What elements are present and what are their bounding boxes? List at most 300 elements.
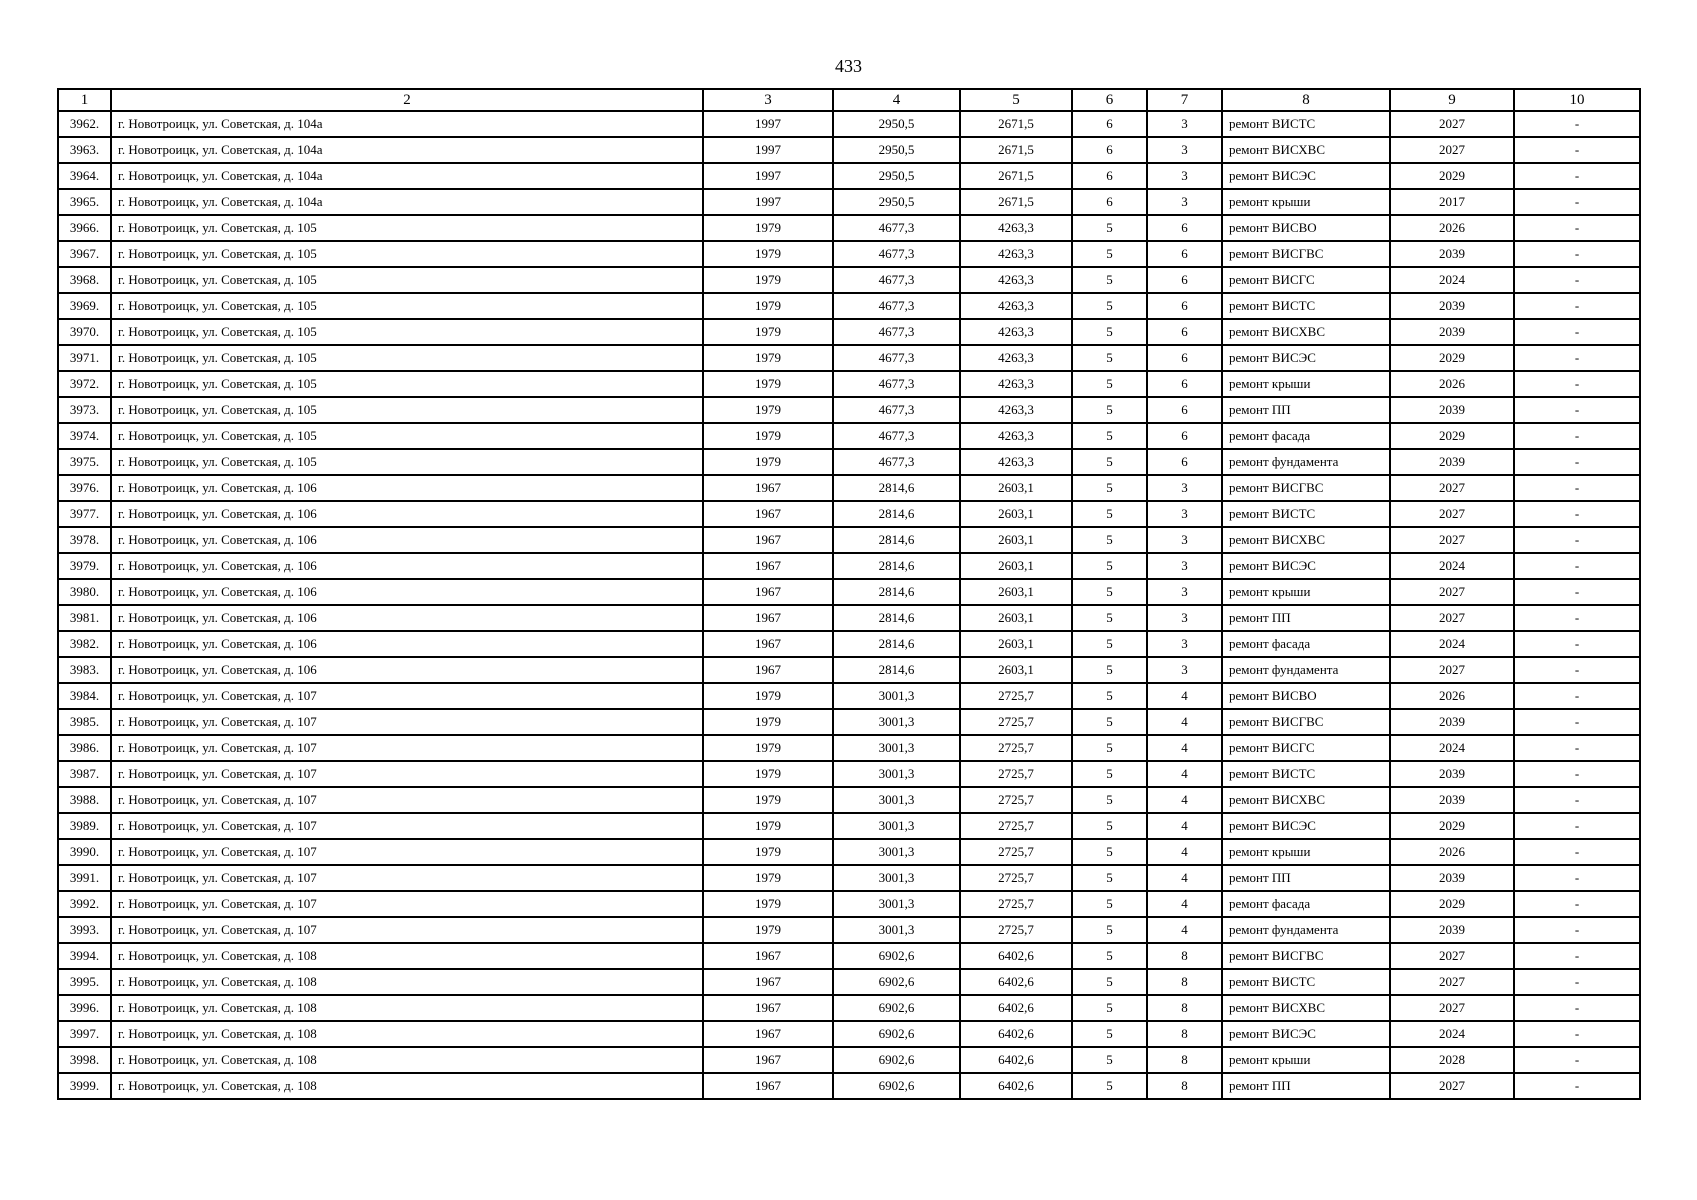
floors-cell: 5 — [1072, 735, 1147, 761]
total-area-cell: 3001,3 — [833, 865, 960, 891]
planned-year-cell: 2017 — [1390, 189, 1514, 215]
total-area-cell: 4677,3 — [833, 241, 960, 267]
column-10-value-cell: - — [1514, 1021, 1640, 1047]
address-cell: г. Новотроицк, ул. Советская, д. 104а — [111, 137, 703, 163]
year-built-cell: 1997 — [703, 137, 833, 163]
entrances-cell: 3 — [1147, 501, 1222, 527]
year-built-cell: 1979 — [703, 787, 833, 813]
work-type-cell: ремонт ВИСГВС — [1222, 475, 1390, 501]
floors-cell: 5 — [1072, 371, 1147, 397]
row-number-cell: 3987. — [58, 761, 111, 787]
living-area-cell: 6402,6 — [960, 969, 1072, 995]
living-area-cell: 6402,6 — [960, 995, 1072, 1021]
total-area-cell: 2950,5 — [833, 137, 960, 163]
column-10-value-cell: - — [1514, 1047, 1640, 1073]
address-cell: г. Новотроицк, ул. Советская, д. 105 — [111, 345, 703, 371]
work-type-cell: ремонт ВИСТС — [1222, 969, 1390, 995]
living-area-cell: 2603,1 — [960, 657, 1072, 683]
table-row — [58, 345, 1640, 371]
address-cell: г. Новотроицк, ул. Советская, д. 106 — [111, 631, 703, 657]
planned-year-cell: 2024 — [1390, 553, 1514, 579]
table-row — [58, 891, 1640, 917]
row-number-cell: 3962. — [58, 111, 111, 137]
table-row — [58, 293, 1640, 319]
living-area-cell: 2725,7 — [960, 917, 1072, 943]
work-type-cell: ремонт ВИСЭС — [1222, 813, 1390, 839]
column-10-value-cell: - — [1514, 475, 1640, 501]
entrances-cell: 4 — [1147, 709, 1222, 735]
work-type-cell: ремонт ВИСХВС — [1222, 527, 1390, 553]
work-type-cell: ремонт крыши — [1222, 1047, 1390, 1073]
total-area-cell: 4677,3 — [833, 345, 960, 371]
row-number-cell: 3999. — [58, 1073, 111, 1099]
planned-year-cell: 2024 — [1390, 267, 1514, 293]
year-built-cell: 1979 — [703, 319, 833, 345]
table-row — [58, 1047, 1640, 1073]
year-built-cell: 1967 — [703, 995, 833, 1021]
column-header-2: 2 — [111, 89, 703, 111]
living-area-cell: 4263,3 — [960, 293, 1072, 319]
row-number-cell: 3972. — [58, 371, 111, 397]
total-area-cell: 6902,6 — [833, 1047, 960, 1073]
table-row — [58, 241, 1640, 267]
floors-cell: 5 — [1072, 449, 1147, 475]
row-number-cell: 3982. — [58, 631, 111, 657]
living-area-cell: 2725,7 — [960, 813, 1072, 839]
address-cell: г. Новотроицк, ул. Советская, д. 106 — [111, 579, 703, 605]
work-type-cell: ремонт ВИСХВС — [1222, 319, 1390, 345]
total-area-cell: 4677,3 — [833, 319, 960, 345]
row-number-cell: 3973. — [58, 397, 111, 423]
year-built-cell: 1979 — [703, 917, 833, 943]
entrances-cell: 4 — [1147, 787, 1222, 813]
entrances-cell: 3 — [1147, 163, 1222, 189]
table-row — [58, 865, 1640, 891]
work-type-cell: ремонт ПП — [1222, 605, 1390, 631]
column-10-value-cell: - — [1514, 943, 1640, 969]
total-area-cell: 6902,6 — [833, 969, 960, 995]
row-number-cell: 3998. — [58, 1047, 111, 1073]
address-cell: г. Новотроицк, ул. Советская, д. 106 — [111, 605, 703, 631]
work-type-cell: ремонт ВИСГВС — [1222, 709, 1390, 735]
entrances-cell: 6 — [1147, 371, 1222, 397]
address-cell: г. Новотроицк, ул. Советская, д. 105 — [111, 267, 703, 293]
floors-cell: 5 — [1072, 1021, 1147, 1047]
row-number-cell: 3963. — [58, 137, 111, 163]
entrances-cell: 4 — [1147, 813, 1222, 839]
year-built-cell: 1967 — [703, 657, 833, 683]
total-area-cell: 3001,3 — [833, 709, 960, 735]
year-built-cell: 1979 — [703, 293, 833, 319]
year-built-cell: 1979 — [703, 397, 833, 423]
address-cell: г. Новотроицк, ул. Советская, д. 107 — [111, 735, 703, 761]
entrances-cell: 6 — [1147, 267, 1222, 293]
year-built-cell: 1979 — [703, 761, 833, 787]
year-built-cell: 1967 — [703, 969, 833, 995]
floors-cell: 5 — [1072, 709, 1147, 735]
row-number-cell: 3977. — [58, 501, 111, 527]
table-row — [58, 995, 1640, 1021]
living-area-cell: 2603,1 — [960, 631, 1072, 657]
address-cell: г. Новотроицк, ул. Советская, д. 106 — [111, 475, 703, 501]
row-number-cell: 3976. — [58, 475, 111, 501]
table-row — [58, 111, 1640, 137]
row-number-cell: 3990. — [58, 839, 111, 865]
work-type-cell: ремонт ВИСГС — [1222, 267, 1390, 293]
floors-cell: 5 — [1072, 215, 1147, 241]
address-cell: г. Новотроицк, ул. Советская, д. 107 — [111, 761, 703, 787]
year-built-cell: 1979 — [703, 449, 833, 475]
column-10-value-cell: - — [1514, 995, 1640, 1021]
work-type-cell: ремонт ПП — [1222, 1073, 1390, 1099]
total-area-cell: 2950,5 — [833, 163, 960, 189]
table-row — [58, 969, 1640, 995]
column-10-value-cell: - — [1514, 163, 1640, 189]
address-cell: г. Новотроицк, ул. Советская, д. 105 — [111, 215, 703, 241]
planned-year-cell: 2026 — [1390, 683, 1514, 709]
living-area-cell: 6402,6 — [960, 943, 1072, 969]
work-type-cell: ремонт ВИСТС — [1222, 293, 1390, 319]
row-number-cell: 3974. — [58, 423, 111, 449]
year-built-cell: 1967 — [703, 527, 833, 553]
column-header-5: 5 — [960, 89, 1072, 111]
work-type-cell: ремонт ВИСЭС — [1222, 553, 1390, 579]
total-area-cell: 2814,6 — [833, 527, 960, 553]
work-type-cell: ремонт ВИСГВС — [1222, 241, 1390, 267]
total-area-cell: 3001,3 — [833, 839, 960, 865]
living-area-cell: 2603,1 — [960, 579, 1072, 605]
address-cell: г. Новотроицк, ул. Советская, д. 107 — [111, 839, 703, 865]
work-type-cell: ремонт крыши — [1222, 839, 1390, 865]
year-built-cell: 1967 — [703, 501, 833, 527]
living-area-cell: 4263,3 — [960, 397, 1072, 423]
row-number-cell: 3995. — [58, 969, 111, 995]
floors-cell: 5 — [1072, 1047, 1147, 1073]
entrances-cell: 8 — [1147, 1021, 1222, 1047]
address-cell: г. Новотроицк, ул. Советская, д. 108 — [111, 1073, 703, 1099]
work-type-cell: ремонт ВИСВО — [1222, 683, 1390, 709]
work-type-cell: ремонт фундамента — [1222, 917, 1390, 943]
planned-year-cell: 2027 — [1390, 527, 1514, 553]
work-type-cell: ремонт ВИСГВС — [1222, 943, 1390, 969]
year-built-cell: 1979 — [703, 865, 833, 891]
column-10-value-cell: - — [1514, 267, 1640, 293]
planned-year-cell: 2027 — [1390, 657, 1514, 683]
planned-year-cell: 2024 — [1390, 735, 1514, 761]
entrances-cell: 4 — [1147, 917, 1222, 943]
planned-year-cell: 2039 — [1390, 709, 1514, 735]
column-10-value-cell: - — [1514, 709, 1640, 735]
row-number-cell: 3979. — [58, 553, 111, 579]
living-area-cell: 2725,7 — [960, 891, 1072, 917]
floors-cell: 5 — [1072, 1073, 1147, 1099]
living-area-cell: 2725,7 — [960, 709, 1072, 735]
living-area-cell: 2671,5 — [960, 189, 1072, 215]
work-type-cell: ремонт ПП — [1222, 397, 1390, 423]
planned-year-cell: 2026 — [1390, 839, 1514, 865]
year-built-cell: 1967 — [703, 1021, 833, 1047]
year-built-cell: 1967 — [703, 1073, 833, 1099]
living-area-cell: 2603,1 — [960, 501, 1072, 527]
entrances-cell: 6 — [1147, 215, 1222, 241]
address-cell: г. Новотроицк, ул. Советская, д. 105 — [111, 423, 703, 449]
table-row — [58, 475, 1640, 501]
address-cell: г. Новотроицк, ул. Советская, д. 107 — [111, 813, 703, 839]
address-cell: г. Новотроицк, ул. Советская, д. 107 — [111, 891, 703, 917]
living-area-cell: 2725,7 — [960, 761, 1072, 787]
work-type-cell: ремонт ВИСХВС — [1222, 137, 1390, 163]
total-area-cell: 2814,6 — [833, 553, 960, 579]
floors-cell: 5 — [1072, 553, 1147, 579]
planned-year-cell: 2039 — [1390, 397, 1514, 423]
living-area-cell: 6402,6 — [960, 1021, 1072, 1047]
living-area-cell: 4263,3 — [960, 319, 1072, 345]
work-type-cell: ремонт ВИСТС — [1222, 761, 1390, 787]
column-10-value-cell: - — [1514, 605, 1640, 631]
year-built-cell: 1979 — [703, 735, 833, 761]
planned-year-cell: 2029 — [1390, 163, 1514, 189]
work-type-cell: ремонт фасада — [1222, 423, 1390, 449]
total-area-cell: 4677,3 — [833, 215, 960, 241]
address-cell: г. Новотроицк, ул. Советская, д. 106 — [111, 657, 703, 683]
address-cell: г. Новотроицк, ул. Советская, д. 105 — [111, 397, 703, 423]
address-cell: г. Новотроицк, ул. Советская, д. 105 — [111, 293, 703, 319]
living-area-cell: 2603,1 — [960, 527, 1072, 553]
work-type-cell: ремонт крыши — [1222, 371, 1390, 397]
table-row — [58, 605, 1640, 631]
total-area-cell: 3001,3 — [833, 787, 960, 813]
total-area-cell: 6902,6 — [833, 943, 960, 969]
floors-cell: 5 — [1072, 241, 1147, 267]
column-10-value-cell: - — [1514, 137, 1640, 163]
entrances-cell: 6 — [1147, 293, 1222, 319]
living-area-cell: 4263,3 — [960, 215, 1072, 241]
year-built-cell: 1979 — [703, 215, 833, 241]
table-row — [58, 319, 1640, 345]
row-number-cell: 3986. — [58, 735, 111, 761]
year-built-cell: 1997 — [703, 163, 833, 189]
entrances-cell: 8 — [1147, 943, 1222, 969]
total-area-cell: 2814,6 — [833, 475, 960, 501]
column-header-1: 1 — [58, 89, 111, 111]
floors-cell: 5 — [1072, 345, 1147, 371]
address-cell: г. Новотроицк, ул. Советская, д. 108 — [111, 995, 703, 1021]
column-header-3: 3 — [703, 89, 833, 111]
work-type-cell: ремонт фундамента — [1222, 657, 1390, 683]
living-area-cell: 4263,3 — [960, 449, 1072, 475]
entrances-cell: 4 — [1147, 683, 1222, 709]
table-row — [58, 137, 1640, 163]
address-cell: г. Новотроицк, ул. Советская, д. 105 — [111, 449, 703, 475]
row-number-cell: 3967. — [58, 241, 111, 267]
total-area-cell: 2814,6 — [833, 631, 960, 657]
entrances-cell: 3 — [1147, 189, 1222, 215]
table-row — [58, 839, 1640, 865]
column-10-value-cell: - — [1514, 579, 1640, 605]
table-row — [58, 189, 1640, 215]
work-type-cell: ремонт фасада — [1222, 891, 1390, 917]
planned-year-cell: 2029 — [1390, 891, 1514, 917]
living-area-cell: 6402,6 — [960, 1073, 1072, 1099]
planned-year-cell: 2029 — [1390, 423, 1514, 449]
table-row — [58, 1073, 1640, 1099]
floors-cell: 5 — [1072, 943, 1147, 969]
planned-year-cell: 2026 — [1390, 371, 1514, 397]
planned-year-cell: 2039 — [1390, 787, 1514, 813]
entrances-cell: 3 — [1147, 579, 1222, 605]
floors-cell: 5 — [1072, 397, 1147, 423]
work-type-cell: ремонт ПП — [1222, 865, 1390, 891]
table-body — [58, 111, 1640, 1099]
work-type-cell: ремонт ВИСЭС — [1222, 345, 1390, 371]
year-built-cell: 1967 — [703, 631, 833, 657]
living-area-cell: 4263,3 — [960, 345, 1072, 371]
floors-cell: 6 — [1072, 189, 1147, 215]
row-number-cell: 3968. — [58, 267, 111, 293]
total-area-cell: 2950,5 — [833, 189, 960, 215]
column-header-10: 10 — [1514, 89, 1640, 111]
year-built-cell: 1979 — [703, 683, 833, 709]
column-10-value-cell: - — [1514, 527, 1640, 553]
entrances-cell: 8 — [1147, 1047, 1222, 1073]
column-header-7: 7 — [1147, 89, 1222, 111]
floors-cell: 5 — [1072, 761, 1147, 787]
column-10-value-cell: - — [1514, 423, 1640, 449]
living-area-cell: 2725,7 — [960, 735, 1072, 761]
address-cell: г. Новотроицк, ул. Советская, д. 106 — [111, 501, 703, 527]
table-row — [58, 397, 1640, 423]
work-type-cell: ремонт фасада — [1222, 631, 1390, 657]
column-10-value-cell: - — [1514, 553, 1640, 579]
column-header-8: 8 — [1222, 89, 1390, 111]
year-built-cell: 1967 — [703, 475, 833, 501]
row-number-cell: 3966. — [58, 215, 111, 241]
planned-year-cell: 2027 — [1390, 579, 1514, 605]
entrances-cell: 4 — [1147, 865, 1222, 891]
table-row — [58, 423, 1640, 449]
entrances-cell: 6 — [1147, 423, 1222, 449]
planned-year-cell: 2027 — [1390, 137, 1514, 163]
table-row — [58, 1021, 1640, 1047]
table-row — [58, 371, 1640, 397]
address-cell: г. Новотроицк, ул. Советская, д. 107 — [111, 709, 703, 735]
living-area-cell: 4263,3 — [960, 241, 1072, 267]
row-number-cell: 3964. — [58, 163, 111, 189]
total-area-cell: 3001,3 — [833, 761, 960, 787]
total-area-cell: 2814,6 — [833, 579, 960, 605]
planned-year-cell: 2027 — [1390, 1073, 1514, 1099]
work-type-cell: ремонт ВИСТС — [1222, 111, 1390, 137]
table-row — [58, 631, 1640, 657]
table-row — [58, 267, 1640, 293]
table-row — [58, 709, 1640, 735]
planned-year-cell: 2039 — [1390, 761, 1514, 787]
floors-cell: 5 — [1072, 917, 1147, 943]
table-row — [58, 943, 1640, 969]
column-10-value-cell: - — [1514, 293, 1640, 319]
planned-year-cell: 2039 — [1390, 319, 1514, 345]
living-area-cell: 2671,5 — [960, 111, 1072, 137]
total-area-cell: 3001,3 — [833, 813, 960, 839]
living-area-cell: 2603,1 — [960, 553, 1072, 579]
planned-year-cell: 2029 — [1390, 345, 1514, 371]
entrances-cell: 4 — [1147, 891, 1222, 917]
work-type-cell: ремонт фундамента — [1222, 449, 1390, 475]
living-area-cell: 2603,1 — [960, 605, 1072, 631]
planned-year-cell: 2027 — [1390, 111, 1514, 137]
row-number-cell: 3980. — [58, 579, 111, 605]
year-built-cell: 1979 — [703, 371, 833, 397]
address-cell: г. Новотроицк, ул. Советская, д. 107 — [111, 865, 703, 891]
column-10-value-cell: - — [1514, 865, 1640, 891]
row-number-cell: 3969. — [58, 293, 111, 319]
column-10-value-cell: - — [1514, 917, 1640, 943]
work-type-cell: ремонт ВИСТС — [1222, 501, 1390, 527]
floors-cell: 5 — [1072, 527, 1147, 553]
table-row — [58, 657, 1640, 683]
column-10-value-cell: - — [1514, 345, 1640, 371]
entrances-cell: 4 — [1147, 839, 1222, 865]
column-10-value-cell: - — [1514, 241, 1640, 267]
floors-cell: 6 — [1072, 137, 1147, 163]
living-area-cell: 4263,3 — [960, 371, 1072, 397]
floors-cell: 5 — [1072, 891, 1147, 917]
total-area-cell: 3001,3 — [833, 683, 960, 709]
planned-year-cell: 2027 — [1390, 605, 1514, 631]
row-number-cell: 3989. — [58, 813, 111, 839]
column-10-value-cell: - — [1514, 813, 1640, 839]
row-number-cell: 3965. — [58, 189, 111, 215]
entrances-cell: 4 — [1147, 735, 1222, 761]
total-area-cell: 6902,6 — [833, 995, 960, 1021]
address-cell: г. Новотроицк, ул. Советская, д. 107 — [111, 787, 703, 813]
year-built-cell: 1979 — [703, 267, 833, 293]
page-number: 433 — [835, 56, 862, 76]
living-area-cell: 2603,1 — [960, 475, 1072, 501]
row-number-cell: 3978. — [58, 527, 111, 553]
address-cell: г. Новотроицк, ул. Советская, д. 104а — [111, 163, 703, 189]
column-10-value-cell: - — [1514, 189, 1640, 215]
table-row — [58, 787, 1640, 813]
year-built-cell: 1979 — [703, 423, 833, 449]
entrances-cell: 6 — [1147, 345, 1222, 371]
column-10-value-cell: - — [1514, 891, 1640, 917]
address-cell: г. Новотроицк, ул. Советская, д. 107 — [111, 683, 703, 709]
table-row — [58, 449, 1640, 475]
floors-cell: 5 — [1072, 839, 1147, 865]
floors-cell: 5 — [1072, 579, 1147, 605]
column-10-value-cell: - — [1514, 371, 1640, 397]
address-cell: г. Новотроицк, ул. Советская, д. 104а — [111, 111, 703, 137]
year-built-cell: 1979 — [703, 241, 833, 267]
year-built-cell: 1997 — [703, 189, 833, 215]
row-number-cell: 3994. — [58, 943, 111, 969]
work-type-cell: ремонт ВИСХВС — [1222, 995, 1390, 1021]
planned-year-cell: 2039 — [1390, 293, 1514, 319]
entrances-cell: 8 — [1147, 1073, 1222, 1099]
floors-cell: 5 — [1072, 813, 1147, 839]
entrances-cell: 6 — [1147, 319, 1222, 345]
work-type-cell: ремонт крыши — [1222, 189, 1390, 215]
floors-cell: 6 — [1072, 111, 1147, 137]
living-area-cell: 2725,7 — [960, 787, 1072, 813]
planned-year-cell: 2027 — [1390, 501, 1514, 527]
floors-cell: 5 — [1072, 475, 1147, 501]
floors-cell: 5 — [1072, 969, 1147, 995]
total-area-cell: 4677,3 — [833, 397, 960, 423]
column-10-value-cell: - — [1514, 215, 1640, 241]
address-cell: г. Новотроицк, ул. Советская, д. 108 — [111, 1021, 703, 1047]
